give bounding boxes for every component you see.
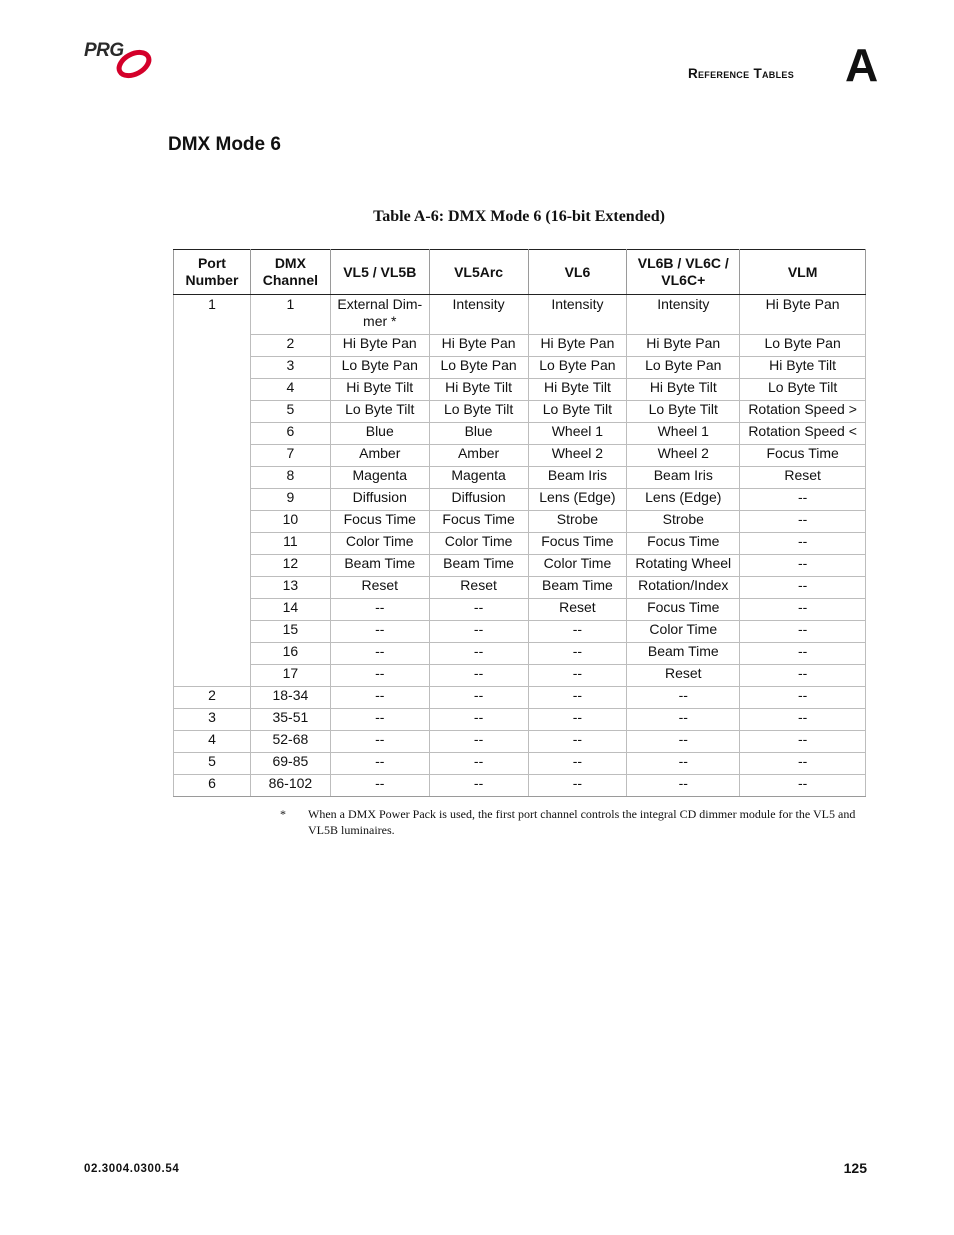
- table-cell: Hi Byte Pan: [429, 335, 528, 357]
- table-cell: Intensity: [429, 295, 528, 335]
- table-cell: --: [740, 687, 866, 709]
- dmx-channel-cell: 11: [250, 533, 330, 555]
- table-cell: Hi Byte Pan: [528, 335, 627, 357]
- column-header: DMX Channel: [250, 250, 330, 295]
- table-cell: Blue: [330, 423, 429, 445]
- logo-swoosh-icon: [114, 46, 156, 80]
- table-cell: --: [740, 511, 866, 533]
- dmx-channel-cell: 69-85: [250, 753, 330, 775]
- table-row: [174, 599, 866, 621]
- table-cell: Reset: [330, 577, 429, 599]
- table-row: [174, 467, 866, 489]
- table-cell: --: [627, 731, 740, 753]
- table-cell: --: [740, 621, 866, 643]
- table-cell: --: [740, 489, 866, 511]
- table-cell: Hi Byte Tilt: [429, 379, 528, 401]
- table-row: [174, 775, 866, 797]
- table-row: [174, 577, 866, 599]
- table-row: [174, 731, 866, 753]
- table-cell: Lo Byte Pan: [330, 357, 429, 379]
- table-cell: Hi Byte Pan: [330, 335, 429, 357]
- table-cell: --: [740, 731, 866, 753]
- table-cell: Lo Byte Pan: [429, 357, 528, 379]
- table-cell: --: [429, 709, 528, 731]
- table-row: [174, 621, 866, 643]
- table-cell: --: [627, 687, 740, 709]
- table-cell: --: [528, 621, 627, 643]
- dmx-channel-cell: 16: [250, 643, 330, 665]
- table-row: [174, 753, 866, 775]
- table-cell: Magenta: [330, 467, 429, 489]
- table-cell: --: [627, 753, 740, 775]
- table-row: [174, 379, 866, 401]
- table-cell: Reset: [627, 665, 740, 687]
- dmx-channel-cell: 13: [250, 577, 330, 599]
- table-cell: --: [528, 709, 627, 731]
- table-cell: Lens (Edge): [627, 489, 740, 511]
- table-row: [174, 445, 866, 467]
- logo-text: PRG: [84, 40, 124, 61]
- table-cell: --: [330, 753, 429, 775]
- table-cell: Beam Time: [330, 555, 429, 577]
- table-cell: Lo Byte Tilt: [740, 379, 866, 401]
- table-cell: Diffusion: [330, 489, 429, 511]
- table-cell: --: [429, 775, 528, 797]
- table-cell: Focus Time: [740, 445, 866, 467]
- table-cell: Intensity: [627, 295, 740, 335]
- table-cell: Color Time: [429, 533, 528, 555]
- table-cell: Hi Byte Tilt: [740, 357, 866, 379]
- column-header: VL6B / VL6C / VL6C+: [627, 250, 740, 295]
- table-row: [174, 335, 866, 357]
- table-cell: Beam Iris: [528, 467, 627, 489]
- table-cell: Amber: [330, 445, 429, 467]
- document-number: 02.3004.0300.54: [84, 1163, 180, 1175]
- table-cell: Rotating Wheel: [627, 555, 740, 577]
- table-row: [174, 511, 866, 533]
- page-number: 125: [843, 1160, 867, 1176]
- table-cell: Amber: [429, 445, 528, 467]
- table-cell: Focus Time: [429, 511, 528, 533]
- table-cell: --: [330, 665, 429, 687]
- table-cell: --: [330, 709, 429, 731]
- table-row: [174, 665, 866, 687]
- dmx-channel-cell: 86-102: [250, 775, 330, 797]
- table-cell: Lo Byte Tilt: [528, 401, 627, 423]
- table-cell: --: [429, 621, 528, 643]
- table-cell: --: [429, 599, 528, 621]
- dmx-channel-cell: 52-68: [250, 731, 330, 753]
- table-row: [174, 643, 866, 665]
- table-cell: Rotation Speed <: [740, 423, 866, 445]
- column-header: Port Number: [174, 250, 251, 295]
- table-cell: --: [740, 665, 866, 687]
- table-header-row: [174, 250, 866, 295]
- table-cell: --: [330, 775, 429, 797]
- table-cell: --: [528, 775, 627, 797]
- port-number-cell: 6: [174, 775, 251, 797]
- table-cell: Reset: [528, 599, 627, 621]
- table-cell: Strobe: [627, 511, 740, 533]
- table-cell: --: [528, 687, 627, 709]
- appendix-letter: A: [845, 39, 879, 91]
- table-cell: Color Time: [528, 555, 627, 577]
- dmx-channel-cell: 9: [250, 489, 330, 511]
- table-cell: --: [740, 599, 866, 621]
- table-cell: --: [429, 753, 528, 775]
- table-cell: --: [740, 709, 866, 731]
- dmx-channel-cell: 18-34: [250, 687, 330, 709]
- dmx-channel-cell: 5: [250, 401, 330, 423]
- column-header: VL5Arc: [429, 250, 528, 295]
- footnote-mark: *: [280, 807, 286, 821]
- table-cell: Blue: [429, 423, 528, 445]
- table-row: [174, 489, 866, 511]
- table-cell: External Dim- mer *: [330, 295, 429, 335]
- table-cell: Beam Time: [528, 577, 627, 599]
- port-number-cell: 5: [174, 753, 251, 775]
- prg-logo: [84, 38, 164, 86]
- table-cell: --: [429, 665, 528, 687]
- port-number-cell: 3: [174, 709, 251, 731]
- table-cell: Wheel 2: [627, 445, 740, 467]
- table-cell: Hi Byte Tilt: [330, 379, 429, 401]
- table-cell: Lo Byte Pan: [627, 357, 740, 379]
- table-cell: Hi Byte Pan: [627, 335, 740, 357]
- table-cell: Beam Time: [627, 643, 740, 665]
- table-cell: --: [330, 731, 429, 753]
- table-cell: Wheel 2: [528, 445, 627, 467]
- dmx-channel-cell: 14: [250, 599, 330, 621]
- dmx-channel-cell: 17: [250, 665, 330, 687]
- table-row: [174, 357, 866, 379]
- dmx-channel-cell: 4: [250, 379, 330, 401]
- table-cell: Lo Byte Tilt: [627, 401, 740, 423]
- table-cell: Lo Byte Pan: [528, 357, 627, 379]
- table-cell: --: [740, 753, 866, 775]
- table-cell: --: [627, 775, 740, 797]
- dmx-mode-table: [173, 249, 866, 797]
- table-cell: --: [740, 775, 866, 797]
- table-cell: --: [330, 643, 429, 665]
- table-cell: Color Time: [627, 621, 740, 643]
- table-cell: Beam Iris: [627, 467, 740, 489]
- table-cell: --: [330, 621, 429, 643]
- dmx-channel-cell: 10: [250, 511, 330, 533]
- dmx-channel-cell: 12: [250, 555, 330, 577]
- table-cell: --: [740, 533, 866, 555]
- table-cell: --: [429, 687, 528, 709]
- table-cell: Diffusion: [429, 489, 528, 511]
- dmx-channel-cell: 2: [250, 335, 330, 357]
- table-cell: --: [740, 555, 866, 577]
- section-title: DMX Mode 6: [168, 134, 281, 155]
- column-header: VL5 / VL5B: [330, 250, 429, 295]
- running-header-section: Reference Tables: [687, 66, 794, 81]
- table-cell: Focus Time: [627, 599, 740, 621]
- table-cell: Lo Byte Tilt: [330, 401, 429, 423]
- table-cell: Focus Time: [330, 511, 429, 533]
- table-row: [174, 401, 866, 423]
- table-row: [174, 295, 866, 335]
- table-cell: Magenta: [429, 467, 528, 489]
- table-cell: Hi Byte Pan: [740, 295, 866, 335]
- table-row: [174, 709, 866, 731]
- table-cell: --: [627, 709, 740, 731]
- table-cell: Focus Time: [627, 533, 740, 555]
- dmx-channel-cell: 15: [250, 621, 330, 643]
- dmx-channel-cell: 1: [250, 295, 330, 335]
- table-cell: --: [429, 643, 528, 665]
- table-cell: --: [330, 687, 429, 709]
- table-cell: Hi Byte Tilt: [528, 379, 627, 401]
- port-number-cell: 2: [174, 687, 251, 709]
- table-cell: Reset: [429, 577, 528, 599]
- port-number-cell: 1: [174, 295, 251, 687]
- table-cell: Lo Byte Pan: [740, 335, 866, 357]
- dmx-channel-cell: 7: [250, 445, 330, 467]
- table-row: [174, 533, 866, 555]
- table-cell: Lo Byte Tilt: [429, 401, 528, 423]
- table-cell: Reset: [740, 467, 866, 489]
- dmx-channel-cell: 6: [250, 423, 330, 445]
- table-cell: Focus Time: [528, 533, 627, 555]
- table-cell: --: [740, 643, 866, 665]
- table-cell: --: [528, 753, 627, 775]
- table-cell: Rotation/Index: [627, 577, 740, 599]
- port-number-cell: 4: [174, 731, 251, 753]
- table-row: [174, 687, 866, 709]
- table-cell: Rotation Speed >: [740, 401, 866, 423]
- table-cell: Strobe: [528, 511, 627, 533]
- dmx-channel-cell: 8: [250, 467, 330, 489]
- table-cell: --: [429, 731, 528, 753]
- table-cell: --: [528, 731, 627, 753]
- table-cell: --: [330, 599, 429, 621]
- table-cell: Wheel 1: [528, 423, 627, 445]
- table-cell: Color Time: [330, 533, 429, 555]
- table-row: [174, 555, 866, 577]
- table-cell: --: [528, 665, 627, 687]
- table-cell: Intensity: [528, 295, 627, 335]
- table-cell: Lens (Edge): [528, 489, 627, 511]
- table-cell: --: [528, 643, 627, 665]
- dmx-channel-cell: 35-51: [250, 709, 330, 731]
- dmx-channel-cell: 3: [250, 357, 330, 379]
- table-cell: Hi Byte Tilt: [627, 379, 740, 401]
- table-caption: Table A-6: DMX Mode 6 (16-bit Extended): [373, 208, 665, 225]
- footnote-text: When a DMX Power Pack is used, the first port channel controls the integral CD dimmer module for the VL5 and VL5B luminaires.: [308, 807, 856, 837]
- table-cell: --: [740, 577, 866, 599]
- column-header: VLM: [740, 250, 866, 295]
- table-row: [174, 423, 866, 445]
- table-cell: Beam Time: [429, 555, 528, 577]
- table-cell: Wheel 1: [627, 423, 740, 445]
- column-header: VL6: [528, 250, 627, 295]
